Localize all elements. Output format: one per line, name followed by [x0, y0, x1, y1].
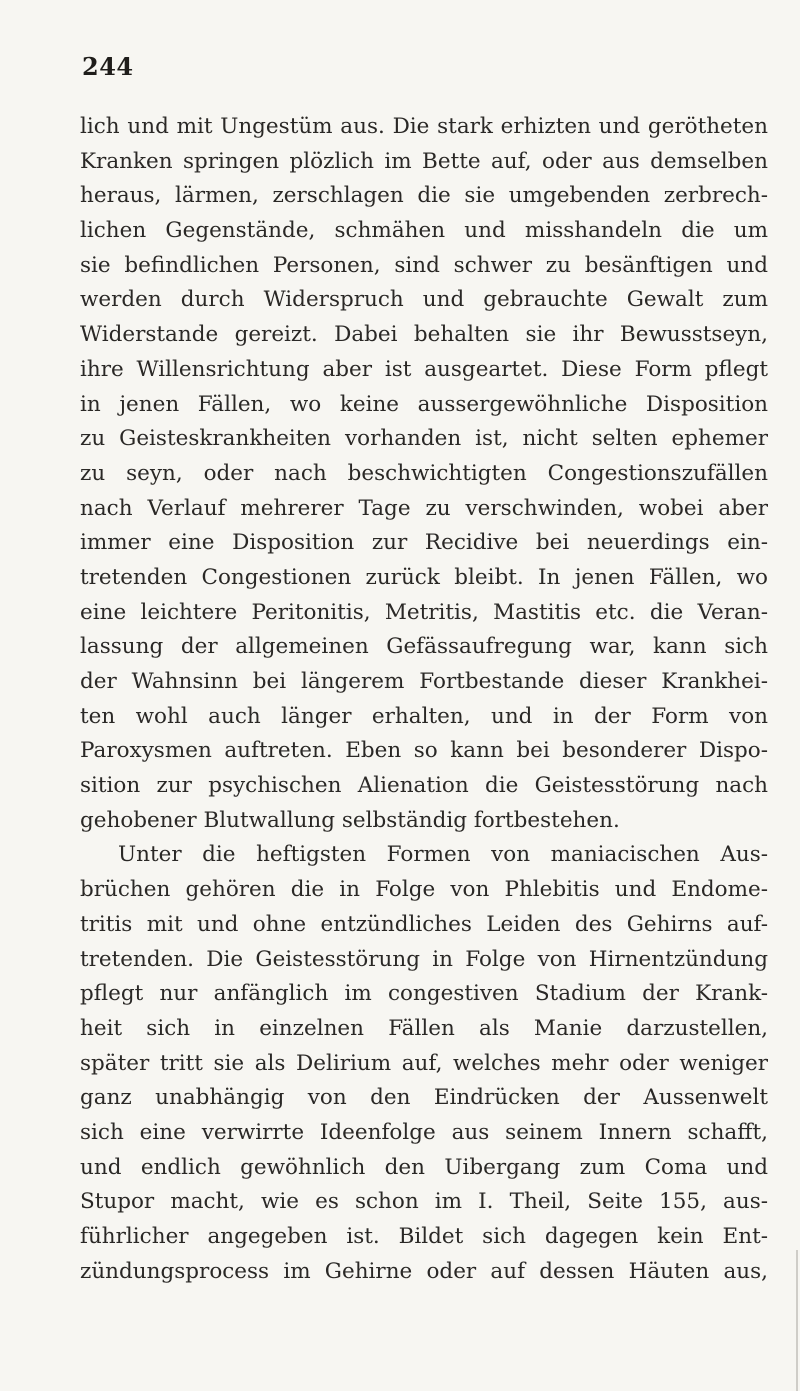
text-line: ten wohl auch länger erhalten, und in der Form von: [80, 703, 768, 729]
text-line: sie befindlichen Personen, sind schwer zu besänftigen und: [80, 252, 768, 278]
text-line: werden durch Widerspruch und gebrauchte Gewalt zum: [80, 287, 768, 313]
text-line: in jenen Fällen, wo keine aussergewöhnliche Disposition: [80, 391, 768, 417]
text-line: Unter die heftigsten Formen von maniacischen Aus-: [118, 842, 768, 868]
text-line: ihre Willensrichtung aber ist ausgeartet. Diese Form pflegt: [80, 356, 768, 382]
page-edge-shadow: [796, 1250, 798, 1391]
text-line: ganz unabhängig von den Eindrücken der Aussenwelt: [80, 1085, 768, 1111]
text-line: und endlich gewöhnlich den Uibergang zum Coma und: [80, 1154, 768, 1180]
text-line: zu seyn, oder nach beschwichtigten Congestionszufällen: [80, 460, 768, 486]
text-line: brüchen gehören die in Folge von Phlebitis und Endome-: [80, 877, 768, 903]
text-line: lichen Gegenstände, schmähen und misshandeln die um: [80, 218, 768, 244]
text-line: pflegt nur anfänglich im congestiven Stadium der Krank-: [80, 981, 768, 1007]
text-line: heit sich in einzelnen Fällen als Manie darzustellen,: [80, 1015, 768, 1041]
text-line: Widerstande gereizt. Dabei behalten sie ihr Bewusstseyn,: [80, 322, 768, 348]
page-number: 244: [82, 52, 134, 81]
text-line: lassung der allgemeinen Gefässaufregung war, kann sich: [80, 634, 768, 660]
text-line: tretenden. Die Geistesstörung in Folge von Hirnentzündung: [80, 946, 768, 972]
text-line: Kranken springen plözlich im Bette auf, oder aus demselben: [80, 148, 768, 174]
text-line: immer eine Disposition zur Recidive bei neuerdings ein-: [80, 530, 768, 556]
text-line: sition zur psychischen Alienation die Geistesstörung nach: [80, 773, 768, 799]
text-line: sich eine verwirrte Ideenfolge aus seinem Innern schafft,: [80, 1119, 768, 1145]
text-line: führlicher angegeben ist. Bildet sich dagegen kein Ent-: [80, 1224, 768, 1249]
text-line: tritis mit und ohne entzündliches Leiden des Gehirns auf-: [80, 911, 768, 937]
text-line: nach Verlauf mehrerer Tage zu verschwinden, wobei aber: [80, 495, 768, 521]
text-line: zu Geisteskrankheiten vorhanden ist, nicht selten ephemer: [80, 426, 768, 452]
text-line: später tritt sie als Delirium auf, welches mehr oder weniger: [80, 1050, 768, 1076]
text-line: tretenden Congestionen zurück bleibt. In jenen Fällen, wo: [80, 564, 768, 590]
text-line: lich und mit Ungestüm aus. Die stark erhizten und gerötheten: [80, 114, 768, 139]
text-line: eine leichtere Peritonitis, Metritis, Mastitis etc. die Veran-: [80, 599, 768, 625]
text-line: Paroxysmen auftreten. Eben so kann bei besonderer Dispo-: [80, 738, 768, 764]
text-line: zündungsprocess im Gehirne oder auf dessen Häuten aus,: [80, 1258, 768, 1284]
body-text: [80, 110, 768, 1289]
text-line: heraus, lärmen, zerschlagen die sie umgebenden zerbrech-: [80, 183, 768, 209]
text-line: der Wahnsinn bei längerem Fortbestande dieser Krankhei-: [80, 669, 768, 694]
text-line: Stupor macht, wie es schon im I. Theil, Seite 155, aus-: [80, 1189, 768, 1215]
text-line: gehobener Blutwallung selbständig fortbestehen.: [80, 807, 620, 833]
